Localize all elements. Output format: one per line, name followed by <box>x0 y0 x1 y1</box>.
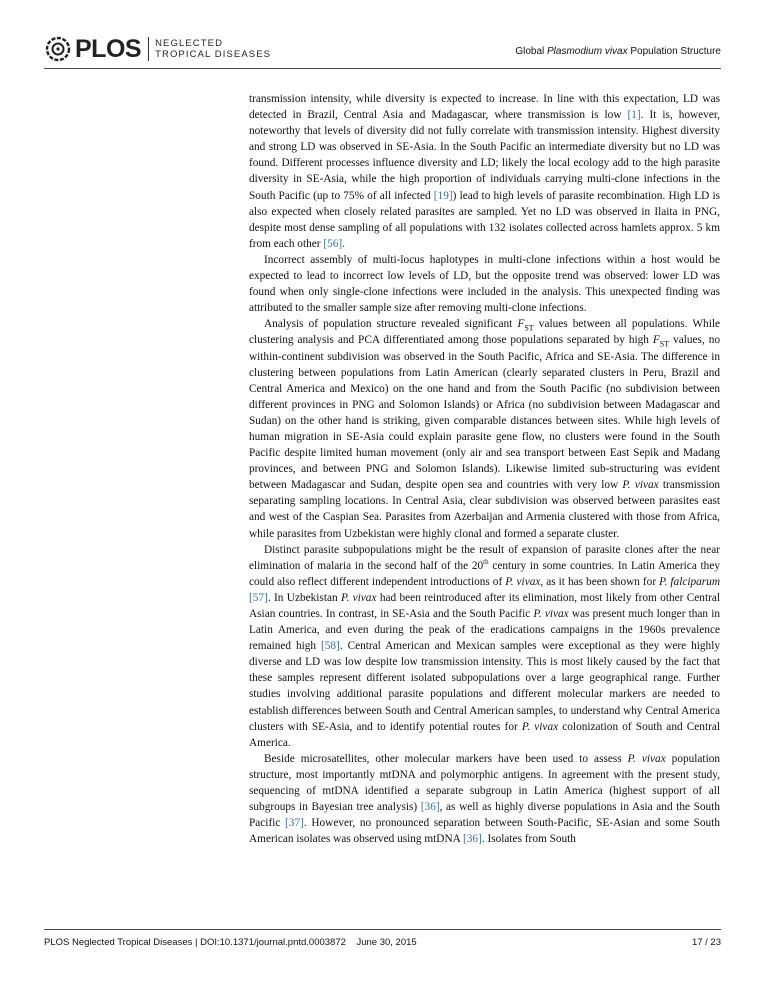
journal-name-line2: TROPICAL DISEASES <box>155 49 272 60</box>
logo-wordmark: PLOS <box>75 34 142 63</box>
paragraph-4: Distinct parasite subpopulations might be the result of expansion of parasite clones after the near elimination of malaria in the second half of the 20th century in some countries. In Latin America they could also reflect different independent introductions of P. vivax, as it has been shown for P. falciparum [57]. In Uzbekistan P. vivax had been reintroduced after its elimination, most likely from other Central Asian countries. In contrast, in SE-Asia and the South Pacific P. vivax was present much longer than in Latin America, and even during the peak of the eradications campaigns in the 1960s prevalence remained high [58]. Central American and Mexican samples were exceptional as they were highly diverse and LD was low despite low transmission intensity. This is most likely caused by the fact that these samples represent different isolated subpopulations over a large geographical range. Further studies involving additional parasite populations and different molecular markers are needed to establish differences between South and Central American samples, to understand why Central America clusters with SE-Asia, and to identify potential routes for P. vivax colonization of South and Central America. <box>249 543 721 749</box>
page-header <box>44 32 721 66</box>
citation-link[interactable]: [57] <box>249 591 268 604</box>
footer-rule <box>44 929 721 930</box>
citation-link[interactable]: [19] <box>433 189 453 202</box>
citation-link[interactable]: [56] <box>323 237 343 250</box>
article-body <box>249 91 720 847</box>
paragraph-1: transmission intensity, while diversity is expected to increase. In line with this expectation, LD was detected in Brazil, Central Asia and Madagascar, where transmission is low [1]. It is, however, noteworthy that levels of diversity did not fully correlate with transmission intensity. Highest diversity and strong LD was observed in SE-Asia. In the South Pacific an intermediate diversity but no LD was found. Different processes influence diversity and LD; likely the local ecology add to the high parasite diversity in SE-Asia, while the high proportion of individuals carrying multi-clone infections in the South Pacific (up to 75% of all infected [19]) lead to high levels of parasite recombination. High LD is also expected when closely related parasites are sampled. Yet no LD was observed in Ilaita in PNG, despite most dense sampling of all populations with 132 isolates collected across hamlets approx. 5 km from each other [56]. <box>249 93 720 250</box>
citation-link[interactable]: [1] <box>627 109 641 122</box>
plos-circle-icon <box>44 34 72 64</box>
footer-citation: PLOS Neglected Tropical Diseases | DOI:10.1371/journal.pntd.0003872 June 30, 2015 <box>44 937 417 948</box>
citation-link[interactable]: [36] <box>462 833 482 846</box>
citation-link[interactable]: [37] <box>285 817 304 830</box>
paragraph-3: Analysis of population structure revealed significant $F_{ST}$ values between all populations. While clustering analysis and PCA differentiated among those populations separated by high $F_{ST}$ values, no within-continent subdivision was observed in the South Pacific, Africa and SE-Asia. The difference in clustering between populations from Latin American (clearly separated clusters in Peru, Brazil and Central America and Mexico) on the one hand and from the South Pacific (no subdivision between different provinces in PNG and Solomon Islands) or Africa (no subdivision between Madagascar and Sudan) on the other hand is striking, given comparable distances between sites. While high levels of human migration in SE-Asia could explain parasite gene flow, no clusters were found in the South Pacific despite limited human movement (only air and sea transport between East Sepik and Madang provinces, and between PNG and Solomon Islands). Likewise limited sub-structuring was evident between Madagascar and Sudan, despite open sea and countries with very low P. vivax transmission separating sampling locations. In Central Asia, clear subdivision was observed between parasites east and west of the Caspian Sea. Parasites from Azerbaijan and Armenia clustered with those from Africa, while parasites from Uzbekistan were highly clonal and formed a separate cluster. <box>249 318 720 540</box>
page-number: 17 / 23 <box>691 937 721 948</box>
citation-link[interactable]: [58] <box>320 640 340 653</box>
running-title: Global Plasmodium vivax Population Structure <box>515 46 721 57</box>
citation-link[interactable]: [36] <box>420 801 440 814</box>
journal-name <box>155 38 271 60</box>
journal-logo <box>44 32 271 66</box>
header-rule <box>44 68 721 69</box>
paragraph-5: Beside microsatellites, other molecular markers have been used to assess P. vivax population structure, most importantly mtDNA and polymorphic antigens. In agreement with the present study, sequencing of mtDNA identified a separate subgroup in Latin America (highest support of all subgroups in Bayesian tree analysis) [36], as well as highly diverse populations in Asia and the South Pacific [37]. However, no pronounced separation between South-Pacific, SE-Asian and some South American isolates was observed using mtDNA [36]. Isolates from South <box>249 752 721 846</box>
logo-divider <box>148 37 149 61</box>
paragraph-2: Incorrect assembly of multi-locus haplotypes in multi-clone infections within a host would be expected to lead to incorrect low levels of LD, but the opposite trend was observed: lower LD was found when only single-clone infections were included in the analysis. This unexpected finding was attributed to the smaller sample size after removing multi-clone infections. <box>249 253 720 315</box>
journal-name-line1: NEGLECTED <box>155 38 224 49</box>
